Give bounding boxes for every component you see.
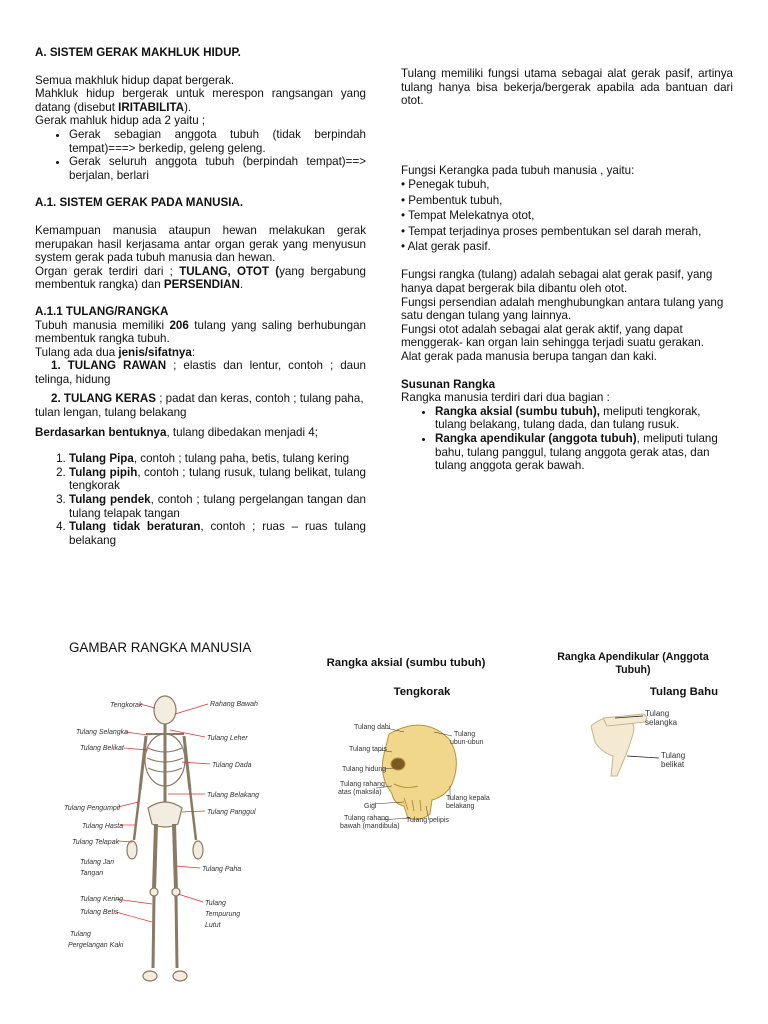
paragraph-kemampuan: Kemampuan manusia ataupun hewan melakukan gerak merupakan hasil kerjasama antar organ gerak yang menyusun system gerak pada tubuh manusia dan hewan. — [35, 223, 366, 265]
paragraph-iritabilita: Mahkluk hidup bergerak untuk merespon rangsangan yang datang (disebut IRITABILITA). — [35, 87, 366, 114]
heading-tulang-rangka: A.1.1 TULANG/RANGKA — [35, 304, 169, 318]
label-tulang: Tulang — [70, 931, 91, 938]
paragraph-fungsi-persendian: Fungsi persendian adalah menghubungkan antara tulang yang satu dengan tulang yang lainnya. — [401, 295, 724, 323]
label-tulang-dada: Tulang Dada — [212, 762, 252, 769]
label-shoulder-selangka: selangka — [645, 718, 678, 727]
label-tulang-hidung: Tulang hidung — [342, 766, 387, 773]
paragraph-bentuk: Berdasarkan bentuknya, tulang dibedakan menjadi 4; — [35, 425, 318, 439]
skull-figure — [334, 714, 490, 834]
paragraph-gerak-intro: Gerak mahluk hidup ada 2 yaitu ; — [35, 114, 206, 128]
label-tulang-hasta: Tulang Hasta — [82, 823, 124, 830]
paragraph-alat-gerak: Alat gerak pada manusia berupa tangan dan kaki. — [401, 349, 657, 363]
label-bawah-mandibula: bawah (mandibula) — [340, 823, 400, 830]
list-item: • Tempat Melekatnya otot, — [401, 209, 535, 223]
list-item: • Alat gerak pasif. — [401, 240, 491, 253]
label-tengkorak: Tengkorak — [110, 702, 143, 709]
label-belakang: belakang — [446, 803, 475, 810]
label-tulang-leher: Tulang Leher — [207, 735, 248, 742]
paragraph-organ-gerak: Organ gerak terdiri dari ; TULANG, OTOT (yang bergabung membentuk rangka) dan PERSENDIAN. — [35, 264, 366, 292]
bahu-caption: Tulang Bahu — [649, 686, 719, 698]
label-tulang-2: Tulang — [205, 900, 226, 907]
heading-susunan-rangka: Susunan Rangka — [401, 377, 496, 391]
skeleton-figure — [60, 690, 270, 995]
label-tulang-pelipis: Tulang pelipis — [406, 817, 449, 824]
paragraph-fungsi-otot: Fungsi otot adalah sebagai alat gerak aktif, yang dapat menggerak- kan organ lain sehingga terjadi suatu gerakan. — [401, 322, 704, 350]
label-tangan: Tangan — [80, 870, 104, 877]
heading-sistem-gerak-manusia: A.1. SISTEM GERAK PADA MANUSIA. — [35, 196, 244, 210]
list-item: 4. Tulang tidak beraturan, contoh ; ruas – ruas tulang belakang — [69, 520, 366, 547]
label-tulang-rahang-2: Tulang rahang — [344, 815, 389, 822]
shoulder-figure — [583, 706, 713, 778]
label-gigi: Gigi — [364, 803, 377, 810]
label-pergelangan-kaki: Pergelangan Kaki — [68, 942, 124, 949]
list-item: • Gerak sebagian anggota tubuh (tidak berpindah tempat)===> berkedip, geleng geleng. — [69, 128, 366, 155]
label-shoulder-tulang-1: Tulang — [645, 709, 670, 718]
list-item: • Rangka aksial (sumbu tubuh), meliputi tengkorak, tulang belakang, tulang dada, dan tulang rusuk. — [435, 405, 733, 432]
label-tulang-selangka: Tulang Selangka — [76, 729, 129, 736]
susunan-list — [401, 405, 733, 473]
paragraph-fungsi-kerangka: Fungsi Kerangka pada tubuh manusia , yaitu: — [401, 163, 635, 177]
paragraph-206-tulang: Tubuh manusia memiliki 206 tulang yang saling berhubungan membentuk rangka tubuh. — [35, 318, 366, 346]
label-tempurung: Tempurung — [205, 911, 241, 918]
list-item: • Rangka apendikular (anggota tubuh), meliputi tulang bahu, tulang panggul, tulang anggota gerak atas, dan tulang anggota gerak bawah. — [435, 432, 733, 473]
label-tulang-rahang: Tulang rahang — [340, 781, 385, 788]
label-lutut: Lutut — [205, 922, 221, 929]
label-rahang-bawah: Rahang Bawah — [210, 701, 258, 708]
label-tulang-telapak: Tulang Telapak — [72, 839, 120, 846]
list-item: • Tempat terjadinya proses pembentukan sel darah merah, — [401, 224, 702, 238]
label-tulang-dahi: Tulang dahi — [354, 724, 391, 731]
paragraph-tulang-keras: 2. TULANG KERAS ; padat dan keras, contoh ; tulang paha, tulan lengan, tulang belakang — [35, 392, 364, 420]
list-item: • Gerak seluruh anggota tubuh (berpindah tempat)==> berjalan, berlari — [69, 155, 366, 182]
label-tulang-tapis: Tulang tapis — [349, 746, 387, 753]
label-tulang-panggul: Tulang Panggul — [207, 809, 256, 816]
list-item: • Pembentuk tubuh, — [401, 193, 503, 207]
label-tulang-belikat: Tulang Belikat — [80, 745, 124, 752]
figure-title: GAMBAR RANGKA MANUSIA — [69, 640, 252, 655]
label-shoulder-tulang-2: Tulang — [661, 751, 686, 760]
label-tulang-pengumpil: Tulang Pengumpil — [64, 805, 120, 812]
label-atas-maksila: atas (maksila) — [338, 789, 382, 796]
paragraph-fungsi-utama: Tulang memiliki fungsi utama sebagai alat gerak pasif, artinya tulang hanya bisa bekerja/bergerak apabila ada bantuan dari otot. — [401, 67, 733, 108]
list-item: 2. Tulang pipih, contoh ; tulang rusuk, tulang belikat, tulang tengkorak — [69, 466, 366, 493]
paragraph-tulang-rawan: 1. TULANG RAWAN ; elastis dan lentur, contoh ; daun telinga, hidung — [35, 359, 366, 386]
label-tulang-paha: Tulang Paha — [202, 866, 242, 873]
label-tulang-betis: Tulang Betis — [80, 909, 119, 916]
list-item: 3. Tulang pendek, contoh ; tulang pergelangan tangan dan tulang telapak tangan — [69, 493, 366, 520]
label-ubun-ubun: ubun-ubun — [450, 739, 484, 746]
paragraph-jenis: Tulang ada dua jenis/sifatnya: — [35, 345, 196, 359]
tengkorak-caption: Tengkorak — [393, 686, 451, 698]
gerak-list — [35, 128, 366, 182]
label-tulang-jari: Tulang Jari — [80, 859, 115, 866]
paragraph-susunan-intro: Rangka manusia terdiri dari dua bagian : — [401, 391, 610, 405]
fungsi-list — [401, 177, 733, 254]
right-column — [401, 67, 733, 473]
paragraph-intro-1: Semua makhluk hidup dapat bergerak. — [35, 73, 235, 87]
label-tulang-kering: Tulang Kering — [80, 896, 124, 903]
left-column — [35, 46, 366, 547]
bentuk-list — [35, 452, 366, 547]
list-item: 1. Tulang Pipa, contoh ; tulang paha, betis, tulang kering — [69, 452, 366, 466]
apendikular-caption: Rangka Apendikular (Anggota Tubuh) — [557, 651, 709, 676]
list-item: • Penegak tubuh, — [401, 178, 490, 192]
heading-sistem-gerak: A. SISTEM GERAK MAKHLUK HIDUP. — [35, 46, 241, 59]
aksial-caption: Rangka aksial (sumbu tubuh) — [326, 657, 486, 669]
label-tulang-kepala: Tulang kepala — [446, 795, 490, 802]
paragraph-fungsi-rangka: Fungsi rangka (tulang) adalah sebagai alat gerak pasif, yang hanya dapat bergerak bila dibantu oleh otot. — [401, 268, 713, 295]
label-tulang-belakang: Tulang Belakang — [207, 792, 260, 799]
label-shoulder-belikat: belikat — [661, 760, 685, 769]
label-tulang-3: Tulang — [454, 731, 476, 738]
